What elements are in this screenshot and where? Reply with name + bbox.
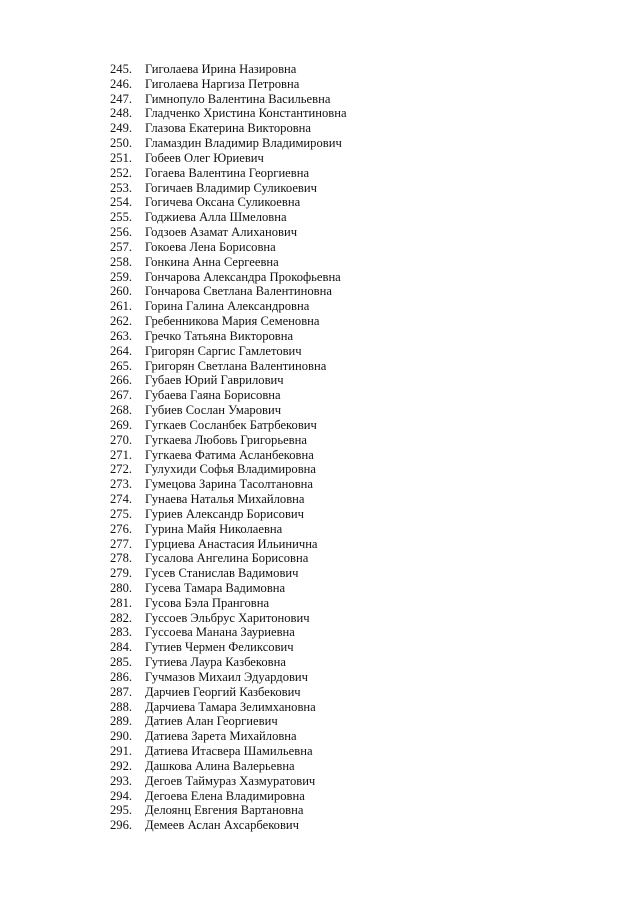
list-item [104,403,347,418]
entry-name: Губиев Сослан Умарович [145,403,282,418]
list-item [104,344,347,359]
entry-number: 273. [110,477,133,492]
list-item [104,373,347,388]
entry-name: Гусева Тамара Вадимовна [145,580,286,595]
list-item [104,596,347,611]
entry-number: 247. [110,91,133,106]
list-item [104,388,347,403]
list-item [104,522,347,537]
list-item [104,433,347,448]
entry-number: 287. [110,684,133,699]
entry-number: 291. [110,744,133,759]
list-item [104,803,347,818]
list-item [104,581,347,596]
entry-number: 268. [110,403,133,418]
entry-name: Гиголаева Наргиза Петровна [145,76,300,91]
entry-name: Гугкаева Фатима Асланбековна [145,447,314,462]
entry-name: Гусова Бэла Пранговна [145,595,270,610]
entry-number: 282. [110,610,133,625]
list-item [104,418,347,433]
entry-name: Гутиева Лаура Казбековна [145,655,286,670]
list-item [104,789,347,804]
entry-name: Годжиева Алла Шмеловна [145,210,287,225]
entry-name: Гурциева Анастасия Ильинична [145,536,318,551]
entry-name: Гусалова Ангелина Борисовна [145,551,309,566]
entry-number: 265. [110,358,133,373]
entry-name: Гобеев Олег Юриевич [145,150,264,165]
entry-name: Горина Галина Александровна [145,299,310,314]
entry-number: 274. [110,492,133,507]
list-item [104,729,347,744]
entry-number: 251. [110,150,133,165]
entry-name: Гугкаева Любовь Григорьевна [145,432,307,447]
entry-name: Гладченко Христина Константиновна [145,106,347,121]
list-item [104,507,347,522]
entry-number: 271. [110,447,133,462]
list-item [104,537,347,552]
entry-number: 259. [110,269,133,284]
list-item [104,685,347,700]
entry-number: 292. [110,758,133,773]
list-item [104,195,347,210]
entry-name: Гурина Майя Николаевна [145,521,283,536]
entry-name: Гокоева Лена Борисовна [145,239,276,254]
entry-name: Дарчиев Георгий Казбекович [145,684,301,699]
entry-number: 281. [110,595,133,610]
entry-number: 279. [110,566,133,581]
entry-number: 286. [110,669,133,684]
list-item [104,210,347,225]
entry-name: Дарчиева Тамара Зелимхановна [145,699,316,714]
entry-number: 245. [110,62,133,76]
entry-number: 284. [110,640,133,655]
list-item [104,477,347,492]
entry-name: Датиева Итасвера Шамильевна [145,744,313,759]
entry-number: 278. [110,551,133,566]
entry-name: Гречко Татьяна Викторовна [145,328,294,343]
entry-number: 256. [110,225,133,240]
entry-name: Гогичаев Владимир Суликоевич [145,180,317,195]
entry-number: 246. [110,76,133,91]
entry-name: Гуссоева Манана Зауриевна [145,625,295,640]
entry-number: 290. [110,729,133,744]
entry-number: 285. [110,655,133,670]
entry-name: Гутиев Чермен Феликсович [145,640,294,655]
entry-number: 262. [110,314,133,329]
list-item [104,92,347,107]
entry-number: 258. [110,254,133,269]
list-item [104,299,347,314]
entry-name: Демеев Аслан Ахсарбекович [145,818,299,833]
list-item [104,611,347,626]
list-item [104,492,347,507]
entry-name: Гламаздин Владимир Владимирович [145,136,342,151]
list-item [104,655,347,670]
entry-name: Гугкаев Сосланбек Батрбекович [145,417,317,432]
entry-number: 289. [110,714,133,729]
list-item [104,106,347,121]
list-item [104,270,347,285]
entry-name: Дегоева Елена Владимировна [145,788,305,803]
list-item [104,284,347,299]
list-item [104,136,347,151]
list-item [104,166,347,181]
entry-number: 288. [110,699,133,714]
entry-name: Гунаева Наталья Михайловна [145,492,305,507]
list-item [104,670,347,685]
entry-name: Гогаева Валентина Георгиевна [145,165,310,180]
list-item [104,462,347,477]
entry-name: Григорян Саргис Гамлетович [145,343,302,358]
list-item [104,240,347,255]
list-item [104,714,347,729]
list-item [104,77,347,92]
list-item [104,121,347,136]
list-item [104,551,347,566]
entry-number: 254. [110,195,133,210]
list-item [104,329,347,344]
list-item [104,818,347,833]
entry-number: 275. [110,506,133,521]
entry-number: 269. [110,417,133,432]
entry-name: Гучмазов Михаил Эдуардович [145,669,309,684]
entry-number: 249. [110,121,133,136]
list-item [104,225,347,240]
entry-name: Григорян Светлана Валентиновна [145,358,327,373]
entry-number: 295. [110,803,133,818]
entry-number: 248. [110,106,133,121]
entry-number: 296. [110,818,133,833]
name-list [104,62,347,833]
entry-name: Датиев Алан Георгиевич [145,714,278,729]
entry-number: 253. [110,180,133,195]
entry-name: Гонкина Анна Сергеевна [145,254,279,269]
list-item [104,255,347,270]
entry-name: Гончарова Александра Прокофьевна [145,269,341,284]
entry-name: Гумецова Зарина Тасолтановна [145,477,313,492]
entry-number: 266. [110,373,133,388]
entry-number: 293. [110,773,133,788]
entry-number: 264. [110,343,133,358]
entry-number: 270. [110,432,133,447]
entry-number: 280. [110,580,133,595]
entry-name: Гуссоев Эльбрус Харитонович [145,610,310,625]
entry-name: Гончарова Светлана Валентиновна [145,284,332,299]
list-item [104,640,347,655]
list-item [104,700,347,715]
entry-name: Гимнопуло Валентина Васильевна [145,91,331,106]
entry-name: Гиголаева Ирина Назировна [145,62,297,76]
entry-name: Глазова Екатерина Викторовна [145,121,312,136]
list-item [104,744,347,759]
list-item [104,62,347,77]
entry-name: Гуриев Александр Борисович [145,506,304,521]
entry-number: 272. [110,462,133,477]
entry-number: 294. [110,788,133,803]
entry-number: 260. [110,284,133,299]
entry-number: 250. [110,136,133,151]
entry-name: Губаева Гаяна Борисовна [145,388,281,403]
entry-name: Дашкова Алина Валерьевна [145,758,295,773]
entry-number: 267. [110,388,133,403]
list-item [104,774,347,789]
entry-name: Гулухиди Софья Владимировна [145,462,316,477]
entry-number: 283. [110,625,133,640]
list-item [104,314,347,329]
entry-number: 263. [110,328,133,343]
entry-number: 261. [110,299,133,314]
entry-name: Гогичева Оксана Суликоевна [145,195,301,210]
entry-number: 276. [110,521,133,536]
entry-name: Делоянц Евгения Вартановна [145,803,304,818]
entry-name: Гребенникова Мария Семеновна [145,314,320,329]
list-item [104,448,347,463]
list-item [104,625,347,640]
entry-number: 255. [110,210,133,225]
entry-name: Губаев Юрий Гаврилович [145,373,284,388]
entry-name: Гусев Станислав Вадимович [145,566,299,581]
entry-name: Датиева Зарета Михайловна [145,729,297,744]
entry-name: Годзоев Азамат Алиханович [145,225,298,240]
list-item [104,566,347,581]
list-item [104,759,347,774]
entry-number: 257. [110,239,133,254]
list-item [104,151,347,166]
entry-name: Дегоев Таймураз Хазмуратович [145,773,316,788]
list-item [104,359,347,374]
entry-number: 252. [110,165,133,180]
list-item [104,181,347,196]
entry-number: 277. [110,536,133,551]
